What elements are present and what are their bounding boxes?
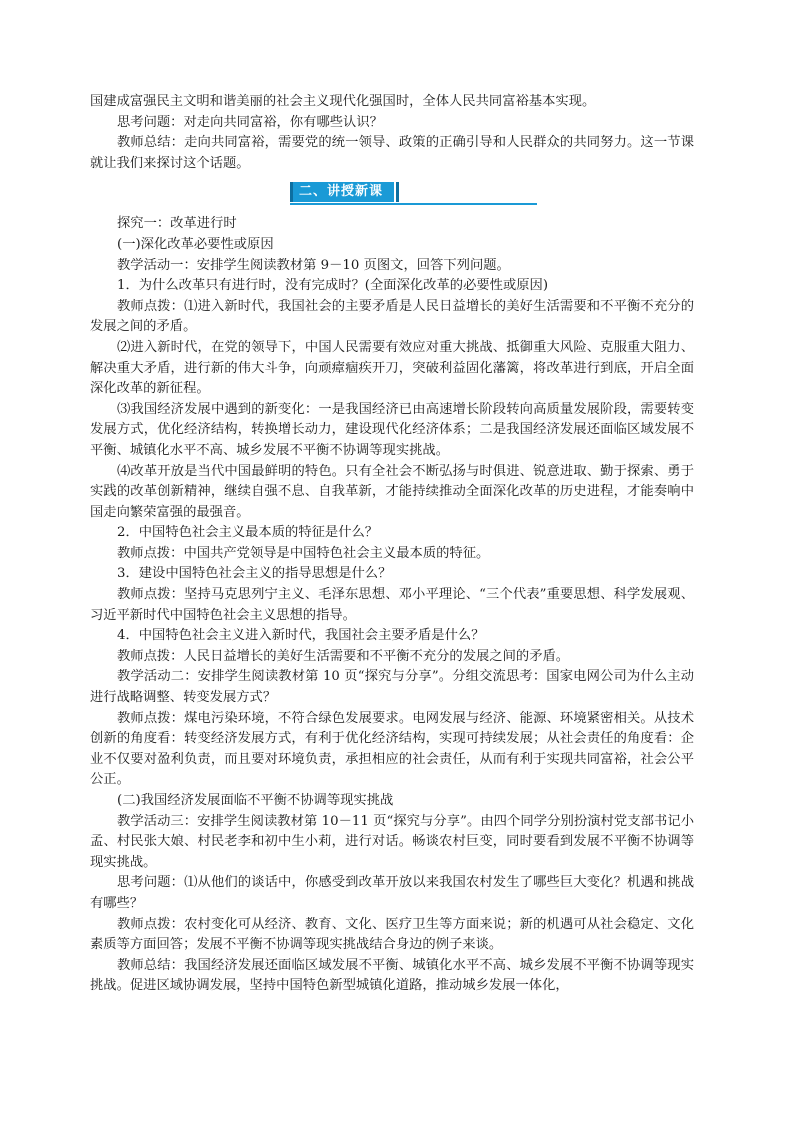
paragraph: 教学活动二：安排学生阅读教材第 10 页“探究与分享”。分组交流思考：国家电网公司为什么主动进行战略调整、转变发展方式？ — [90, 669, 694, 706]
intro-summary: 教师总结：走向共同富裕，需要党的统一领导、政策的正确引导和人民群众的共同努力。这一节课就让我们来探讨这个话题。 — [90, 135, 694, 171]
paragraph: 教师总结：我国经济发展还面临区域发展不平衡、城镇化水平不高、城乡发展不平衡不协调等现实挑战。促进区域协调发展，坚持中国特色新型城镇化道路，推动城乡发展一体化， — [90, 957, 694, 994]
paragraph: 教师点拨：人民日益增长的美好生活需要和不平衡不充分的发展之间的矛盾。 — [117, 648, 570, 664]
paragraph: (二)我国经济发展面临不平衡不协调等现实挑战 — [117, 793, 394, 808]
intro-line-1: 国建成富强民主文明和谐美丽的社会主义现代化强国时，全体人民共同富裕基本实现。 — [90, 94, 596, 109]
paragraph: 4．中国特色社会主义进入新时代，我国社会主要矛盾是什么？ — [117, 628, 485, 644]
intro-question: 思考问题：对走向共同富裕，你有哪些认识？ — [117, 114, 383, 130]
paragraph: ⑵进入新时代，在党的领导下，中国人民需要有效应对重大挑战、抵御重大风险、克服重大阻力、解决重大矛盾，进行新的伟大斗争，向顽瘴痼疾开刀，突破利益固化藩篱，将改革进行到底，开启全面深化改革的新征程。 — [90, 339, 694, 397]
paragraph: 2．中国特色社会主义最本质的特征是什么？ — [117, 525, 379, 541]
paragraph: 3．建设中国特色社会主义的指导思想是什么？ — [117, 566, 392, 582]
paragraph: 探究一：改革进行时 — [117, 216, 237, 232]
section-banner: 二、讲授新课 — [290, 182, 394, 202]
banner-end-mark — [396, 182, 399, 202]
paragraph: 1．为什么改革只有进行时，没有完成时？(全面深化改革的必要性或原因) — [117, 278, 549, 294]
paragraph: 思考问题：⑴从他们的谈话中，你感受到改革开放以来我国农村发生了哪些巨大变化？机遇和挑战有哪些？ — [90, 875, 694, 911]
paragraph: 教学活动一：安排学生阅读教材第 9－10 页图文，回答下列问题。 — [117, 257, 510, 273]
paragraph: (一)深化改革必要性或原因 — [117, 236, 274, 252]
paragraph: 教师点拨：农村变化可从经济、教育、文化、医疗卫生等方面来说；新的机遇可从社会稳定、文化素质等方面回答；发展不平衡不协调等现实挑战结合身边的例子来谈。 — [90, 916, 694, 953]
paragraph: 教师点拨：中国共产党领导是中国特色社会主义最本质的特征。 — [117, 545, 490, 561]
paragraph: 教师点拨：煤电污染环境，不符合绿色发展要求。电网发展与经济、能源、环境紧密相关。从技术创新的角度看：转变经济发展方式，有利于优化经济结构，实现可持续发展；从社会责任的角度看：企业不仅要对盈利负责，而且要对环境负责，承担相应的社会责任，从而有利于实现共同富裕，社会公平公正。 — [90, 710, 694, 788]
section-banner-row — [90, 174, 694, 214]
paragraph: 教师点拨：坚持马克思列宁主义、毛泽东思想、邓小平理论、“三个代表”重要思想、科学发展观、习近平新时代中国特色社会主义思想的指导。 — [90, 587, 694, 623]
paragraph: ⑷改革开放是当代中国最鲜明的特色。只有全社会不断弘扬与时俱进、锐意进取、勤于探索、勇于实践的改革创新精神，继续自强不息、自我革新，才能持续推动全面深化改革的历史进程，才能奏响中国走向繁荣富强的最强音。 — [90, 463, 694, 520]
document-page — [90, 92, 694, 997]
paragraph: ⑶我国经济发展中遇到的新变化：一是我国经济已由高速增长阶段转向高质量发展阶段，需要转变发展方式，优化经济结构，转换增长动力，建设现代化经济体系；二是我国经济发展还面临区域发展不平衡、城镇化水平不高、城乡发展不平衡不协调等现实挑战。 — [90, 401, 694, 458]
banner-underline — [290, 203, 537, 205]
paragraph: 教师点拨：⑴进入新时代，我国社会的主要矛盾是人民日益增长的美好生活需要和不平衡不充分的发展之间的矛盾。 — [90, 298, 694, 335]
paragraph: 教学活动三：安排学生阅读教材第 10－11 页“探究与分享”。由四个同学分别扮演村党支部书记小孟、村民张大娘、村民老李和初中生小莉，进行对话。畅谈农村巨变，同时要看到发展不平衡不协调等现实挑战。 — [90, 813, 694, 870]
